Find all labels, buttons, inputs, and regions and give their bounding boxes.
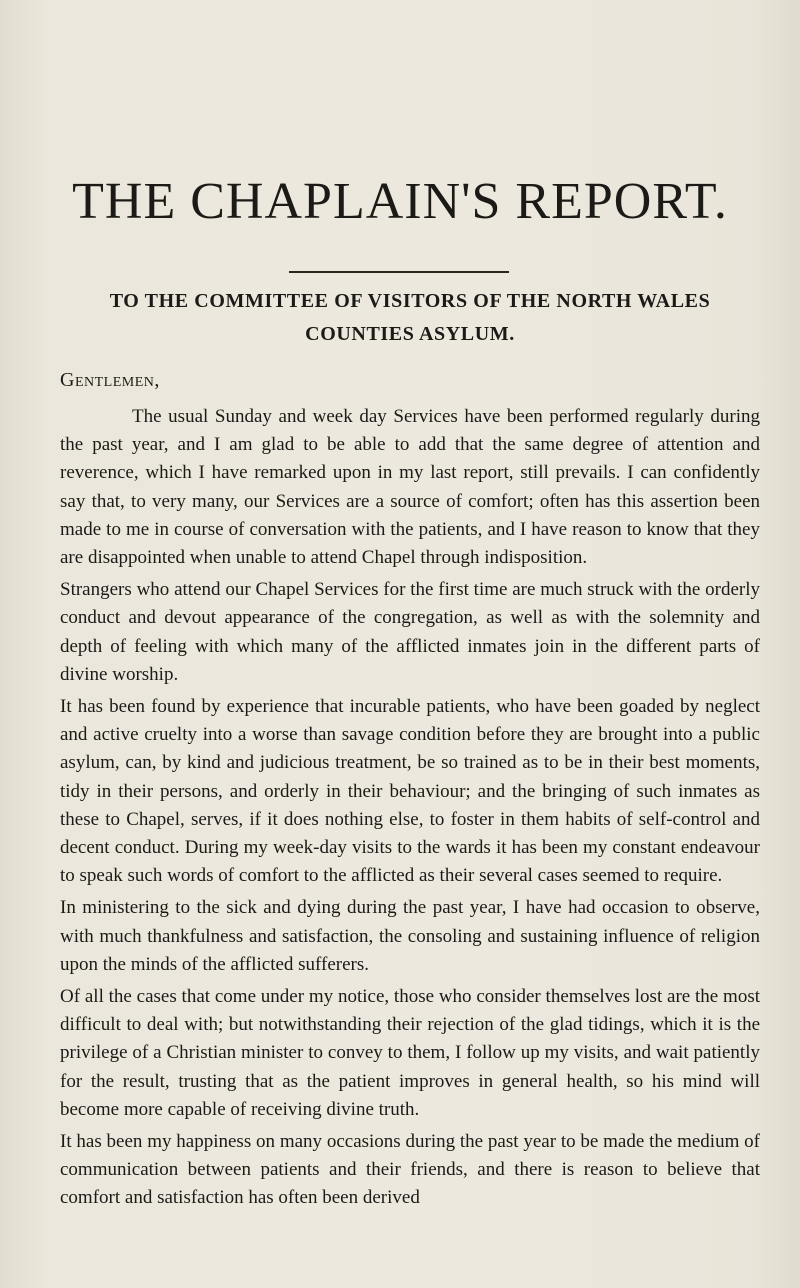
paragraph: It has been found by experience that incurable patients, who have been goaded by neglect and active cruelty into a worse than savage condition before they are brought into a public asylum, can, by kind and judicious treatment, be so trained as to be in their best moments, tidy in their persons, and orderly in their behaviour; and the bringing of such inmates as these to Chapel, serves, if it does nothing else, to foster in them habits of self-control and decent conduct. During my week-day visits to the wards it has been my constant endeavour to speak such words of comfort to the afflicted as their several cases seemed to require. xyxy=(60,696,760,887)
report-body xyxy=(60,403,760,1217)
paragraph: The usual Sunday and week day Services have been performed regularly during the past year, and I am glad to be able to add that the same degree of attention and reverence, which I have remarked upon in my last report, still prevails. I can confidently say that, to very many, our Services are a source of comfort; often has this assertion been made to me in course of conversation with the patients, and I have reason to know that they are disappointed when unable to attend Chapel through indisposition. xyxy=(60,406,760,569)
address-heading: TO THE COMMITTEE OF VISITORS OF THE NORTH WALES COUNTIES ASYLUM. xyxy=(109,290,711,345)
paragraph: In ministering to the sick and dying during the past year, I have had occasion to observe, with much thankfulness and satisfaction, the consoling and sustaining influence of religion upon the minds of the afflicted sufferers. xyxy=(60,897,760,975)
page-title: THE CHAPLAIN'S REPORT. xyxy=(72,173,728,230)
paragraph: Strangers who attend our Chapel Services for the first time are much struck with the orderly conduct and devout appearance of the congregation, as well as with the solemnity and depth of feeling with which many of the afflicted inmates join in the different parts of divine worship. xyxy=(60,579,760,685)
salutation: Gentlemen, xyxy=(60,369,160,391)
paragraph: Of all the cases that come under my notice, those who consider themselves lost are the most difficult to deal with; but notwithstanding their rejection of the glad tidings, which it is the privilege of a Christian minister to convey to them, I follow up my visits, and wait patiently for the result, trusting that as the patient improves in general health, so his mind will become more capable of receiving divine truth. xyxy=(60,986,760,1120)
title-rule xyxy=(289,271,509,273)
paragraph: It has been my happiness on many occasions during the past year to be made the medium of communication between patients and their friends, and there is reason to believe that comfort and satisfaction has often been derived xyxy=(60,1131,760,1209)
